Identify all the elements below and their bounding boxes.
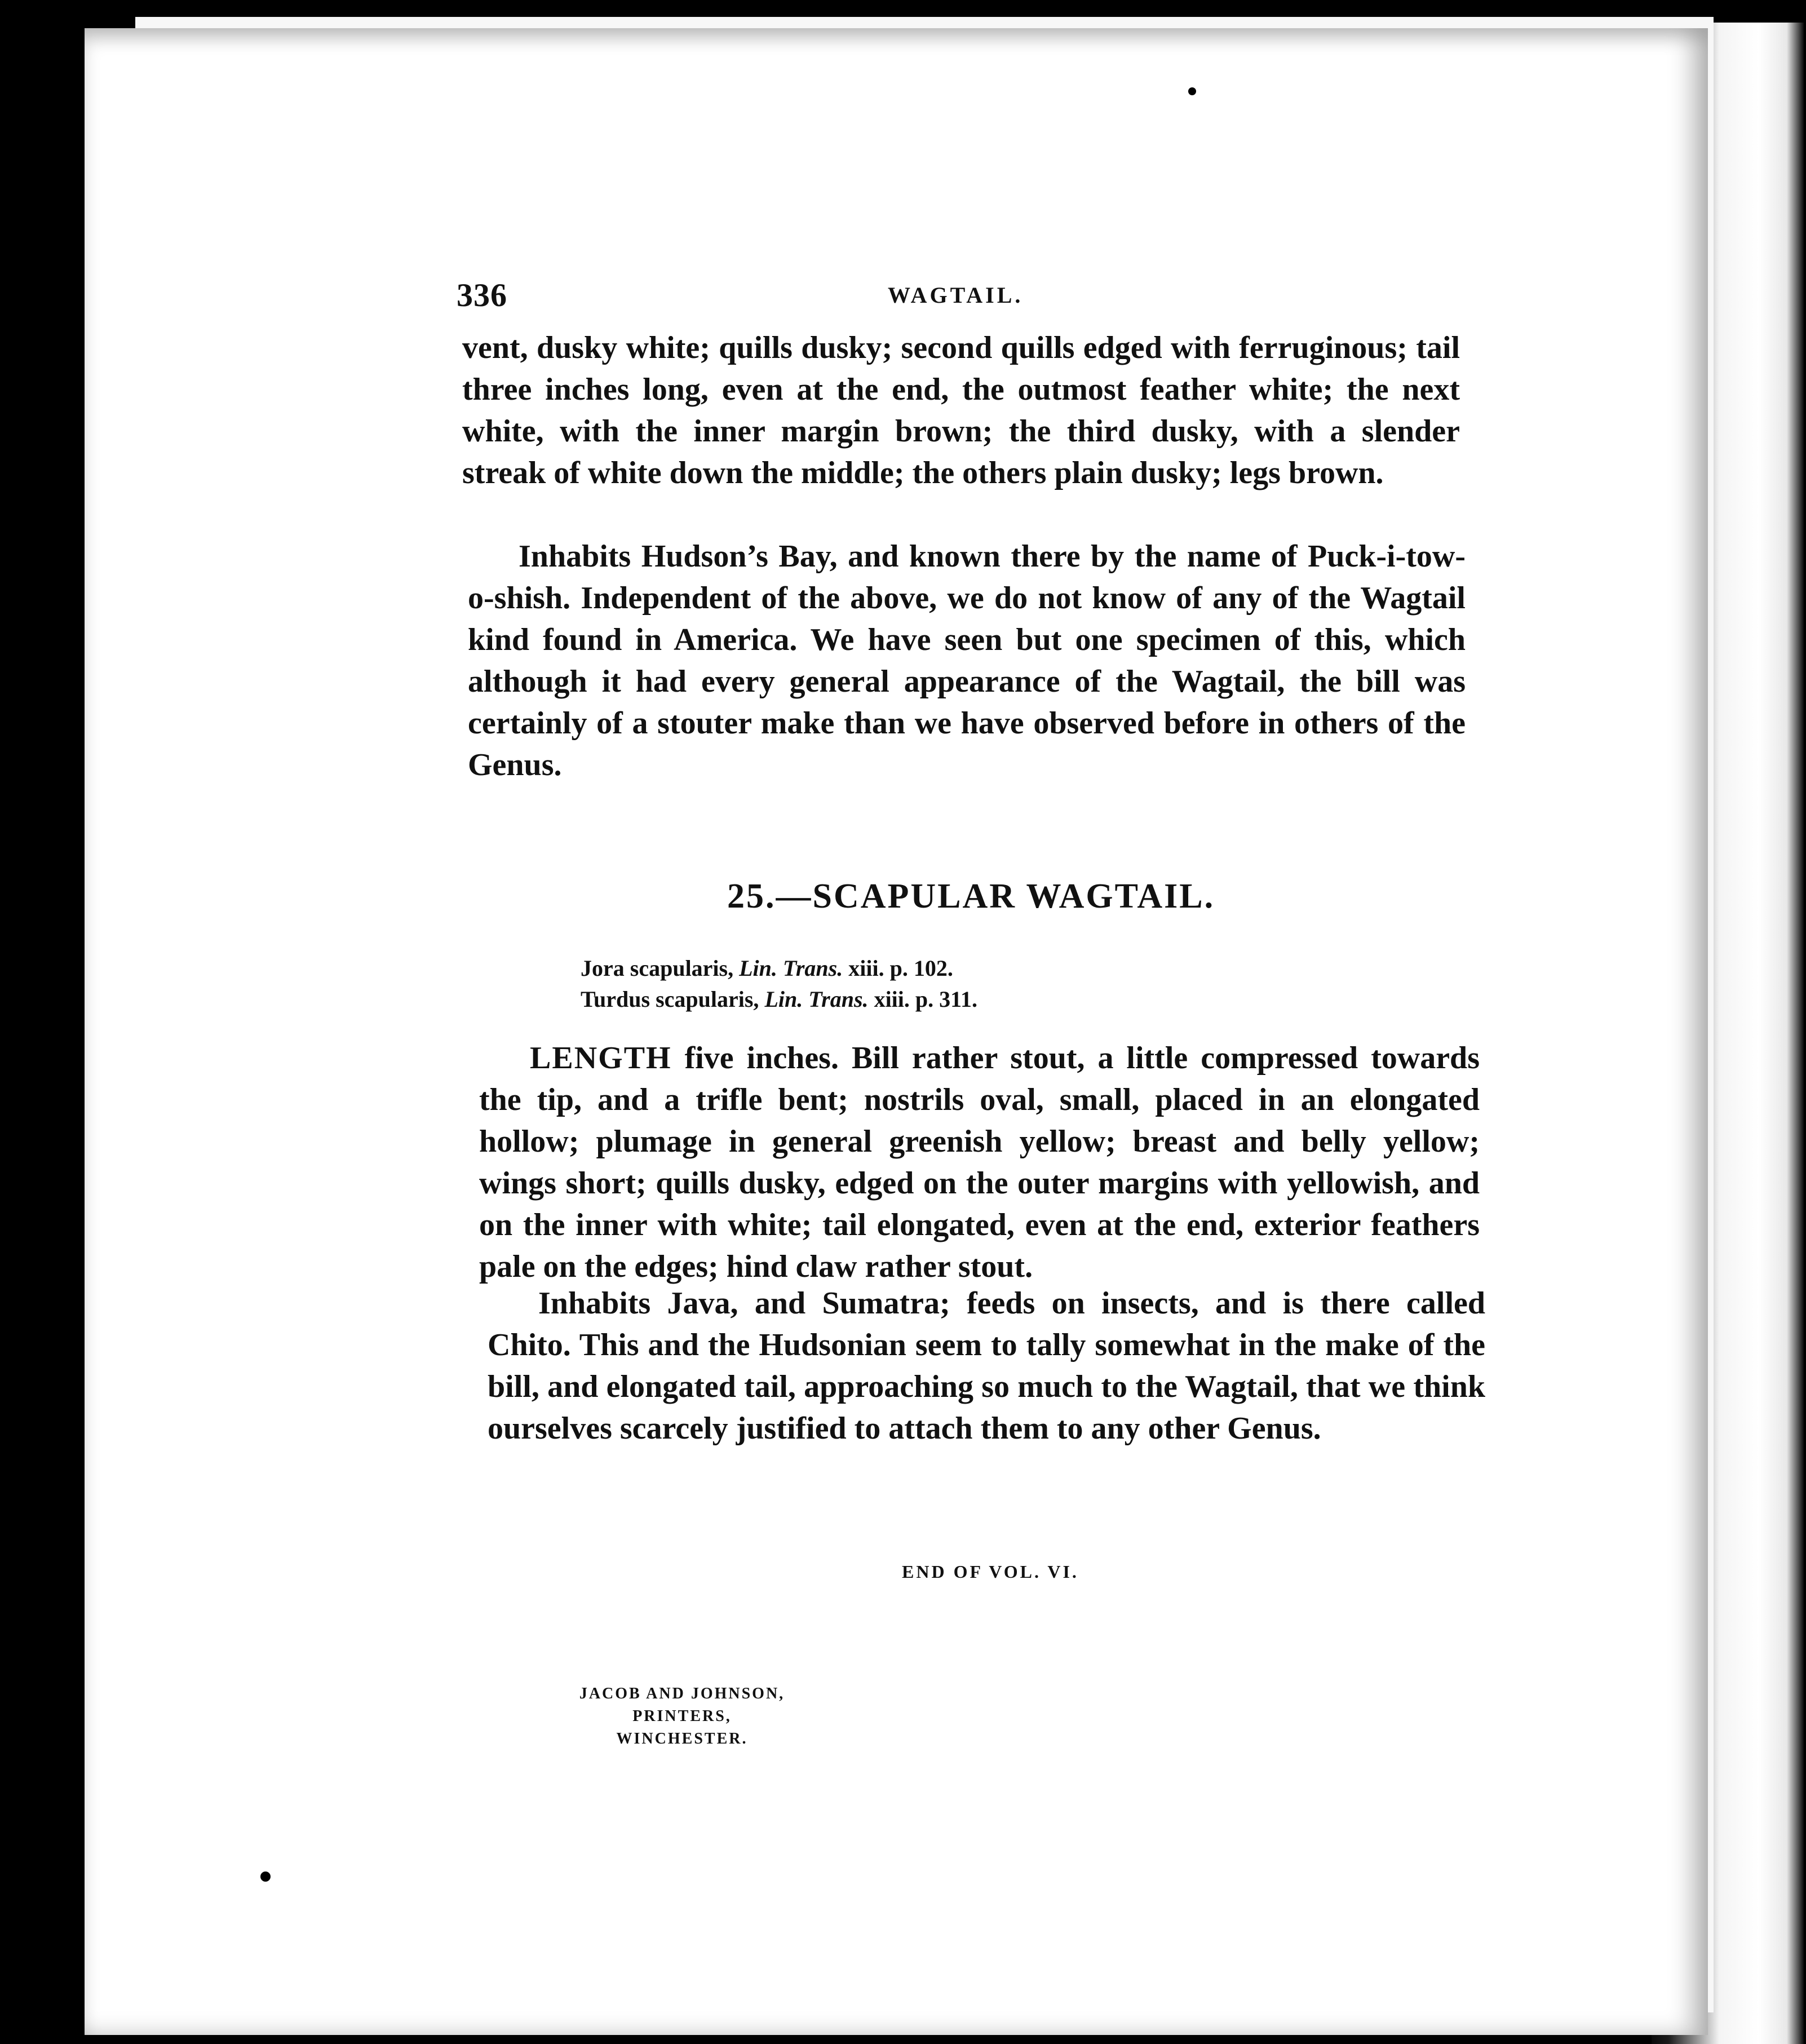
- synonym-name: Turdus scapularis,: [581, 986, 759, 1012]
- paragraph-habitat-java: Inhabits Java, and Sumatra; feeds on insects, and is there called Chito. This and the Hudsonian seem to tally somewhat in the make of the bill, and elongated tail, approaching so much to the Wagtail, that we think ourselves scarcely justified to attach them to any other Genus.: [488, 1286, 1485, 1446]
- section-heading: 25.—SCAPULAR WAGTAIL.: [727, 877, 1215, 915]
- synonym-line: [581, 953, 1144, 984]
- ink-speck: [260, 1872, 271, 1882]
- printer-line-2: WINCHESTER.: [616, 1730, 748, 1747]
- synonym-location: xiii. p. 102.: [848, 955, 953, 981]
- end-of-volume-note: END OF VOL. VI.: [902, 1561, 1079, 1582]
- paragraph-habitat-hudsons-bay: Inhabits Hudson’s Bay, and known there by the name of Puck-i-tow-o-shish. Independent of the above, we do not know of any of the Wagtail kind found in America. We have seen but one specimen of this, which although it had every general appearance of the Wagtail, the bill was certainly of a stouter make than we have observed before in others of the Genus.: [468, 539, 1466, 782]
- paragraph-continued-description: vent, dusky white; quills dusky; second quills edged with ferruginous; tail three inches long, even at the end, the outmost feather white; the next white, with the inner margin brown; the third dusky, with a slender streak of white down the middle; the others plain dusky; legs brown.: [462, 330, 1460, 490]
- ink-speck: [1188, 87, 1196, 95]
- printer-line-1: JACOB AND JOHNSON, PRINTERS,: [579, 1685, 785, 1725]
- synonym-location: xiii. p. 311.: [874, 986, 977, 1012]
- synonym-list: [581, 953, 1144, 1015]
- running-title: WAGTAIL.: [888, 282, 1024, 308]
- description-text: five inches. Bill rather stout, a little compressed towards the tip, and a trifle bent; nostrils oval, small, placed in an elongated hollow; plumage in general greenish yellow; breast and belly yellow; wings short; quills dusky, edged on the outer margins with yellowish, and on the inner with white; tail elongated, even at the end, exterior feathers pale on the edges; hind claw rather stout.: [479, 1041, 1480, 1284]
- page-number: 336: [457, 277, 507, 313]
- running-head: [457, 276, 1482, 316]
- synonym-reference: Lin. Trans.: [739, 955, 843, 981]
- synonym-reference: Lin. Trans.: [764, 986, 869, 1012]
- description-lead-word: LENGTH: [530, 1041, 672, 1076]
- paragraph-description: [479, 1037, 1480, 1288]
- synonym-name: Jora scapularis,: [581, 955, 734, 981]
- synonym-line: [581, 984, 1144, 1015]
- printer-imprint: [535, 1683, 829, 1750]
